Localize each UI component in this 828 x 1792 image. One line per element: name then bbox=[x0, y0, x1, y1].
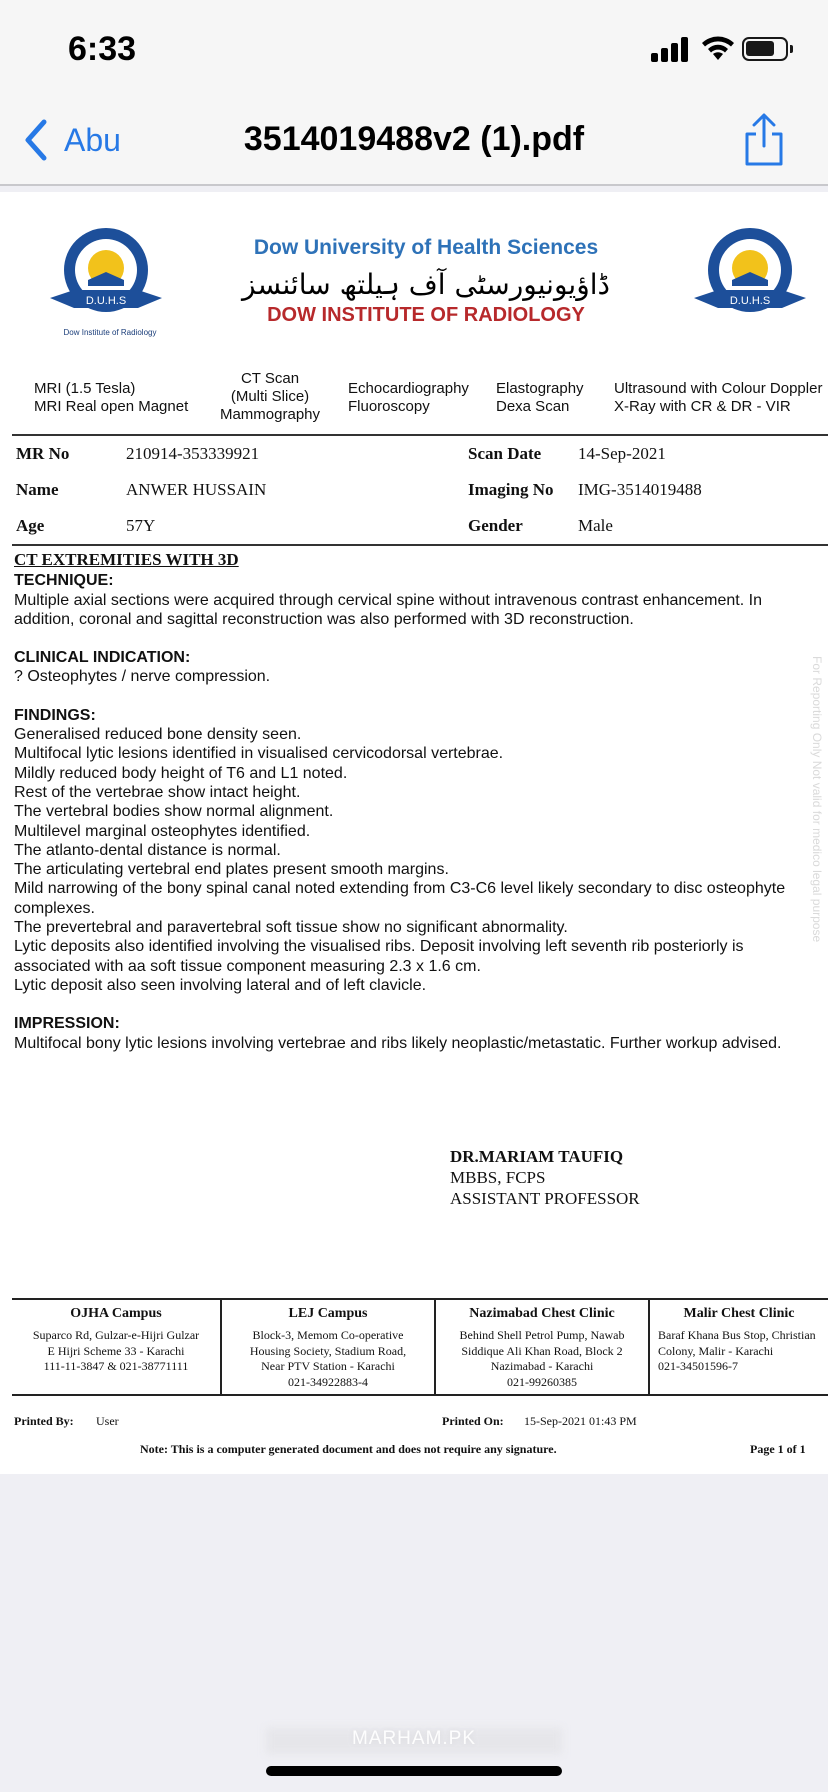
name-label: Name bbox=[16, 480, 59, 499]
age-value: 57Y bbox=[126, 516, 156, 535]
navigation-bar bbox=[0, 100, 828, 186]
finding-line: Lytic deposit also seen involving lateral and of left clavicle. bbox=[14, 976, 427, 994]
signature-block bbox=[450, 1146, 640, 1209]
printed-by-value: User bbox=[96, 1414, 119, 1428]
finding-line: The vertebral bodies show normal alignment. bbox=[14, 803, 334, 821]
service-echo: Echocardiography Fluoroscopy bbox=[348, 380, 469, 415]
campus-lej: LEJ Campus Block-3, Memom Co-operative Housing Society, Stadium Road, Near PTV Station - Karachi 021-34922883-4 bbox=[249, 1306, 407, 1389]
duhs-logo-right bbox=[690, 220, 810, 330]
finding-line: Multilevel marginal osteophytes identified. bbox=[14, 822, 311, 840]
university-name-urdu: ڈاؤیونیورسٹی آف ہیلتھ سائنسز bbox=[242, 268, 610, 301]
document-title: 3514019488v2 (1).pdf bbox=[243, 120, 585, 158]
university-name: Dow University of Health Sciences bbox=[253, 236, 599, 259]
service-mri: MRI (1.5 Tesla) MRI Real open Magnet bbox=[34, 380, 189, 415]
doctor-name: DR.MARIAM TAUFIQ bbox=[450, 1147, 624, 1166]
impression-text: Multifocal bony lytic lesions involving vertebrae and ribs likely neoplastic/metastatic. Further workup advised. bbox=[14, 1034, 782, 1052]
wifi-icon bbox=[700, 34, 736, 62]
findings-heading: FINDINGS: bbox=[14, 706, 96, 724]
clinical-indication-text: ? Osteophytes / nerve compression. bbox=[14, 668, 271, 686]
status-bar bbox=[0, 0, 828, 100]
scan-date-label: Scan Date bbox=[468, 444, 542, 463]
campus-nazimabad: Nazimabad Chest Clinic Behind Shell Petrol Pump, Nawab Siddique Ali Khan Road, Block 2 Nazimabad - Karachi 021-99260385 bbox=[459, 1306, 625, 1389]
technique-heading: TECHNIQUE: bbox=[14, 572, 114, 590]
brand-watermark: MARHAM.PK bbox=[351, 1728, 477, 1749]
technique-text: Multiple axial sections were acquired through cervical spine without intravenous contrast enhancement. In addition, coronal and sagittal reconstruction was also performed with 3D reconstruction. bbox=[14, 591, 762, 628]
finding-line: The prevertebral and paravertebral soft tissue show no significant abnormality. bbox=[14, 919, 568, 937]
page-number: Page 1 of 1 bbox=[750, 1442, 806, 1456]
home-indicator[interactable] bbox=[266, 1766, 562, 1776]
gender-value: Male bbox=[578, 516, 613, 535]
clinical-indication-heading: CLINICAL INDICATION: bbox=[14, 649, 191, 667]
share-icon[interactable] bbox=[742, 112, 786, 168]
doctor-title: ASSISTANT PROFESSOR bbox=[450, 1189, 640, 1208]
svg-text:D.U.H.S: D.U.H.S bbox=[85, 295, 127, 307]
campus-ojha: OJHA Campus Suparco Rd, Gulzar-e-Hijri Gulzar E Hijri Scheme 33 - Karachi 111-11-3847 & 021-38771111 bbox=[32, 1306, 200, 1373]
report-title: CT EXTREMITIES WITH 3D bbox=[14, 550, 239, 569]
finding-line: Mildly reduced body height of T6 and L1 noted. bbox=[14, 764, 348, 782]
footer-note: Note: This is a computer generated document and does not require any signature. bbox=[140, 1442, 557, 1456]
printed-on-label: Printed On: bbox=[442, 1414, 504, 1428]
report-body bbox=[14, 550, 814, 1053]
svg-text:D.U.H.S: D.U.H.S bbox=[729, 295, 771, 307]
scan-date-value: 14-Sep-2021 bbox=[578, 444, 666, 463]
battery-icon bbox=[742, 37, 788, 61]
doctor-degree: MBBS, FCPS bbox=[450, 1168, 546, 1187]
service-elastography: Elastography Dexa Scan bbox=[496, 380, 584, 415]
name-value: ANWER HUSSAIN bbox=[126, 480, 267, 499]
finding-line: The articulating vertebral end plates present smooth margins. bbox=[14, 861, 449, 879]
finding-line: Rest of the vertebrae show intact height. bbox=[14, 783, 301, 801]
finding-line: Multifocal lytic lesions identified in visualised cervicodorsal vertebrae. bbox=[14, 745, 504, 763]
logo-caption: Dow Institute of Radiology bbox=[63, 328, 157, 337]
mr-no-label: MR No bbox=[16, 444, 70, 463]
status-time: 6:33 bbox=[68, 30, 137, 68]
service-ultrasound: Ultrasound with Colour Doppler X-Ray with CR & DR - VIR bbox=[614, 380, 823, 415]
header-divider bbox=[12, 434, 828, 436]
finding-line: Lytic deposits also identified involving the visualised ribs. Deposit involving left seventh rib posteriorly is associated with aa soft tissue component measuring 2.3 x 1.6 cm. bbox=[14, 938, 744, 975]
campus-malir: Malir Chest Clinic Baraf Khana Bus Stop, Christian Colony, Malir - Karachi 021-34501596-7 bbox=[658, 1306, 816, 1373]
campus-table bbox=[12, 1298, 828, 1396]
pdf-page[interactable] bbox=[0, 192, 828, 1474]
finding-line: The atlanto-dental distance is normal. bbox=[14, 841, 281, 859]
duhs-logo-left bbox=[46, 220, 166, 330]
imaging-no-label: Imaging No bbox=[468, 480, 554, 499]
gender-label: Gender bbox=[468, 516, 523, 535]
imaging-no-value: IMG-3514019488 bbox=[578, 480, 702, 499]
back-label: Abu bbox=[64, 121, 121, 158]
service-ct: CT Scan (Multi Slice) Mammography bbox=[219, 370, 321, 423]
age-label: Age bbox=[16, 516, 45, 535]
mr-no-value: 210914-353339921 bbox=[126, 444, 260, 463]
impression-heading: IMPRESSION: bbox=[14, 1015, 120, 1033]
watermark: For Reporting Only Not valid for medico legal purpose bbox=[810, 656, 824, 943]
finding-line: Mild narrowing of the bony spinal canal noted extending from C3-C6 level likely secondary to disc osteophyte complexes. bbox=[14, 880, 786, 917]
printed-on-value: 15-Sep-2021 01:43 PM bbox=[524, 1414, 637, 1428]
cellular-signal-icon bbox=[651, 36, 691, 62]
printed-by-label: Printed By: bbox=[14, 1414, 74, 1428]
institute-name: DOW INSTITUTE OF RADIOLOGY bbox=[267, 304, 585, 326]
patient-divider bbox=[12, 544, 828, 546]
finding-line: Generalised reduced bone density seen. bbox=[14, 726, 302, 744]
